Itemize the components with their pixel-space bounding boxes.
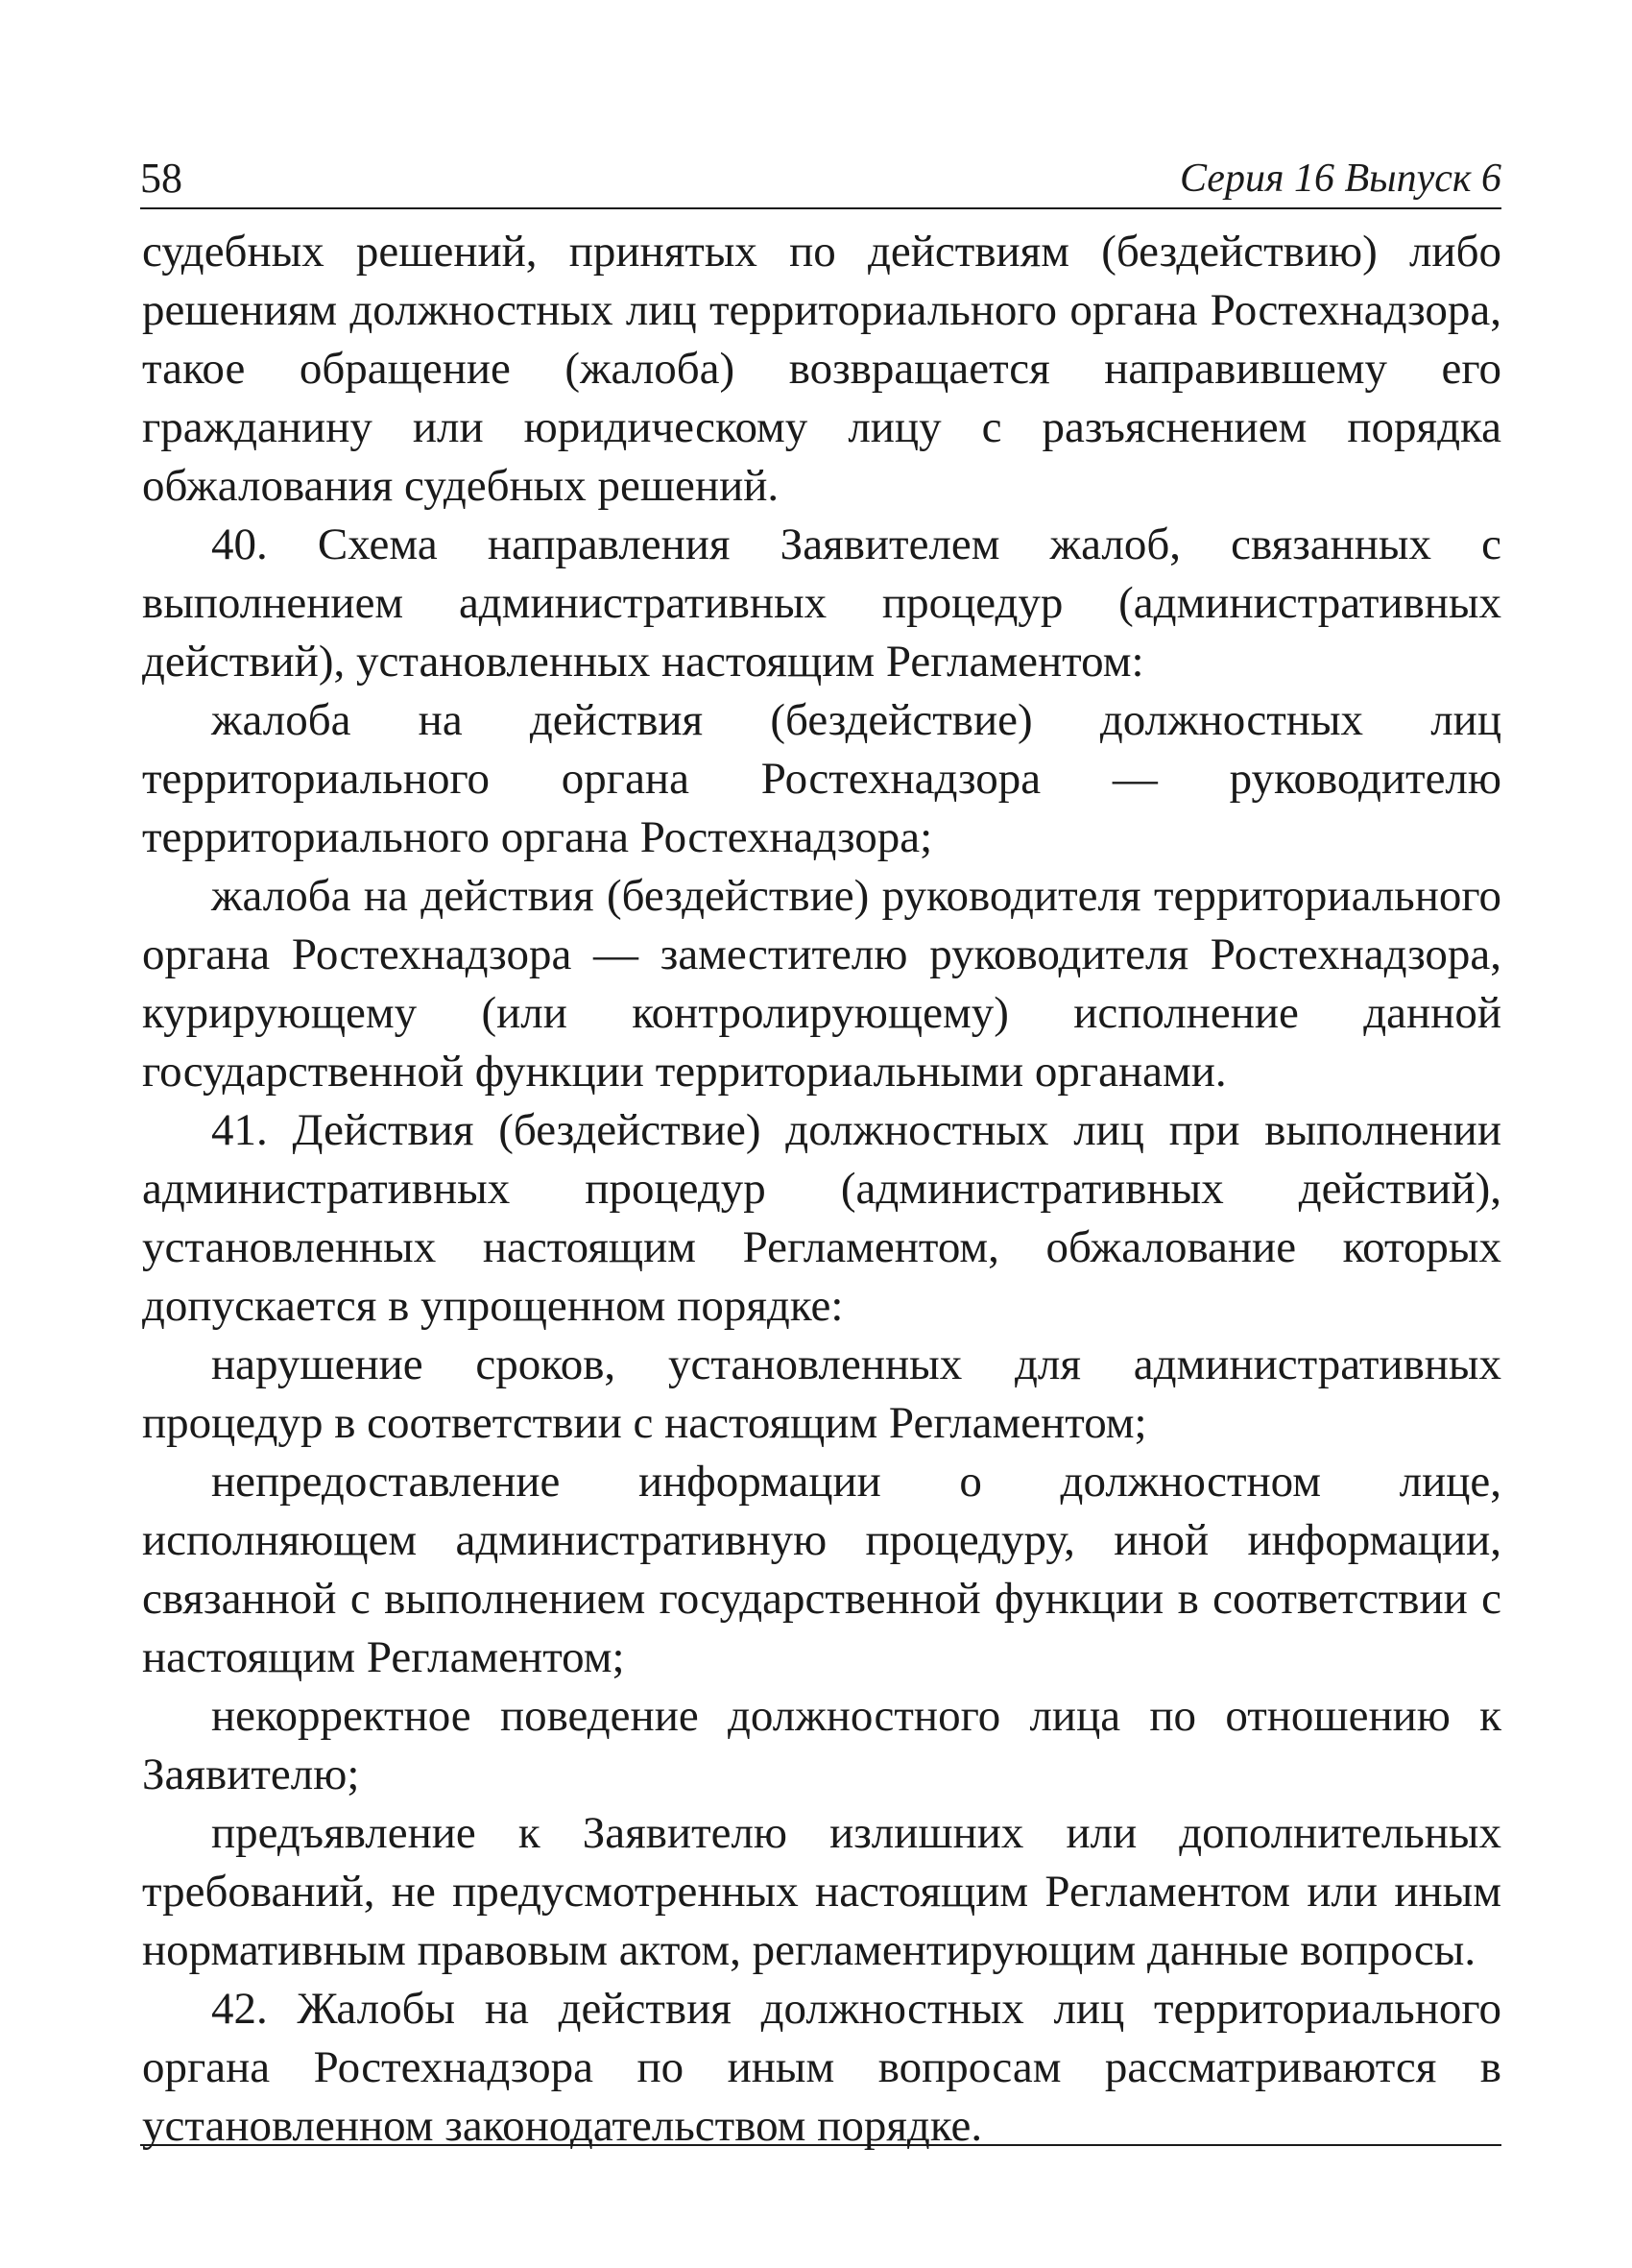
paragraph-41: 41. Действия (бездействие) должностных лиц при выполнении административных процедур (административных действий), установленных настоящим Регламентом, обжалование которых допускается в упрощенном порядке: bbox=[142, 1105, 1501, 1331]
paragraph-41-item-3: некорректное поведение должностного лица по отношению к Заявителю; bbox=[142, 1691, 1501, 1799]
paragraph-41-item-2: непредоставление информации о должностном лице, исполняющем административную процедуру, иной информации, связанной с выполнением государственной функции в соответствии с настоящим Регламентом; bbox=[142, 1457, 1501, 1682]
page-header bbox=[140, 152, 1501, 209]
paragraph-continuation: судебных решений, принятых по действиям (бездействию) либо решениям должностных лиц территориального органа Ростехнадзора, такое обращение (жалоба) возвращается направившему его гражданину или юридическому лицу с разъяснением порядка обжалования судебных решений. bbox=[142, 227, 1501, 511]
running-title: Серия 16 Выпуск 6 bbox=[1180, 157, 1501, 201]
paragraph-40-item-2: жалоба на действия (бездействие) руководителя территориального органа Ростехнадзора — заместителю руководителя Ростехнадзора, курирующему (или контролирующему) исполнение данной государственной функции территориальными органами. bbox=[142, 871, 1501, 1097]
page-number: 58 bbox=[140, 155, 182, 202]
header-divider bbox=[140, 207, 1501, 209]
body-text bbox=[142, 223, 1501, 2156]
paragraph-42: 42. Жалобы на действия должностных лиц территориального органа Ростехнадзора по иным вопросам рассматриваются в установленном законодательством порядке. bbox=[142, 1984, 1501, 2151]
paragraph-40-item-1: жалоба на действия (бездействие) должностных лиц территориального органа Ростехнадзора — руководителю территориального органа Ростехнадзора; bbox=[142, 695, 1501, 862]
footer-divider bbox=[140, 2144, 1501, 2146]
paragraph-41-item-1: нарушение сроков, установленных для административных процедур в соответствии с настоящим Регламентом; bbox=[142, 1339, 1501, 1448]
paragraph-41-item-4: предъявление к Заявителю излишних или дополнительных требований, не предусмотренных настоящим Регламентом или иным нормативным правовым актом, регламентирующим данные вопросы. bbox=[142, 1808, 1501, 1975]
paragraph-40: 40. Схема направления Заявителем жалоб, связанных с выполнением административных процедур (административных действий), установленных настоящим Регламентом: bbox=[142, 519, 1501, 687]
